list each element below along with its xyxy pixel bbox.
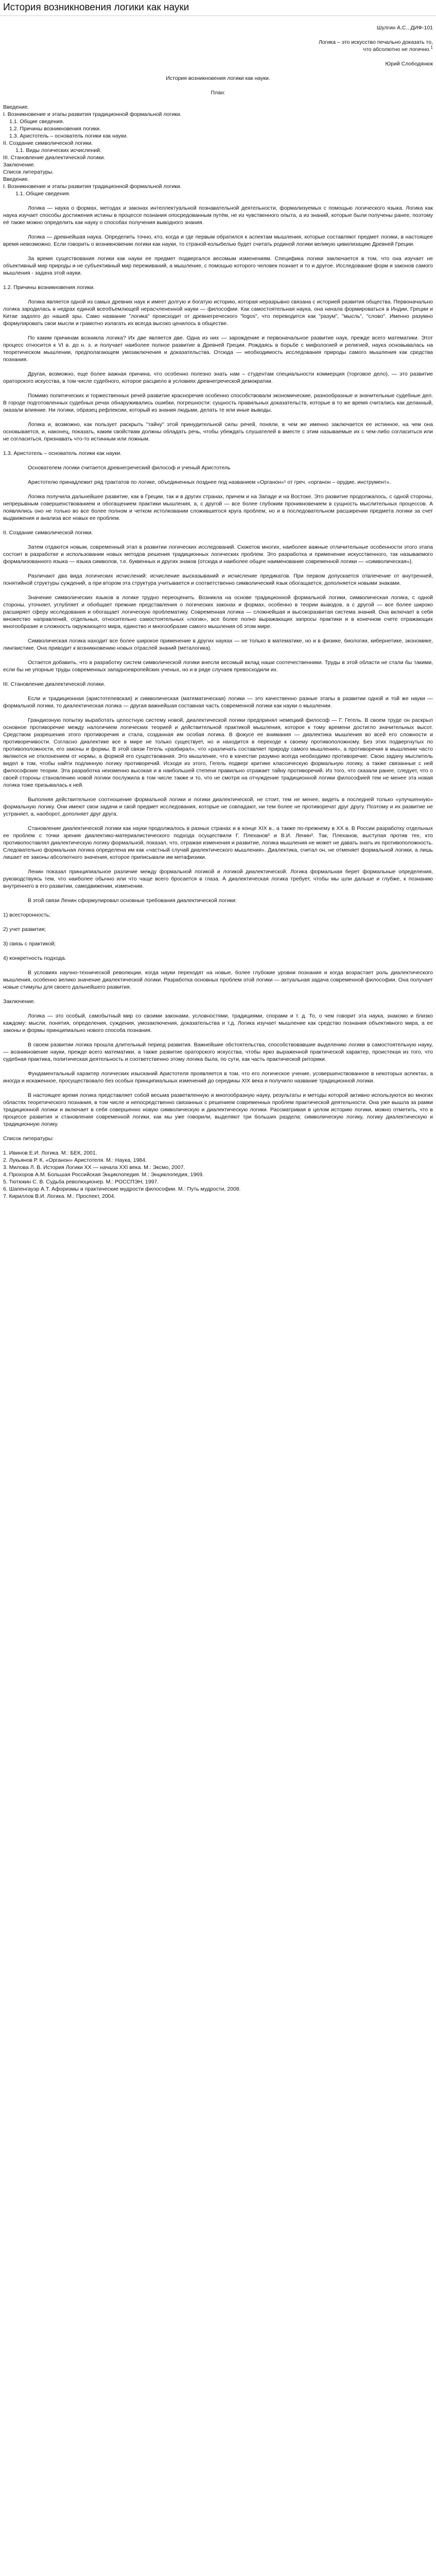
- paragraph: Остается добавить, что в разработку систем символической логики внесли весомый вклад наши соотечественники. Труды в этой области не стали бы такими, если бы не упорные труды современных западноевропейских ученых, но и в ряде случаев превосходили их.: [3, 659, 433, 673]
- toc-item: 1.1. Общие сведения.: [15, 191, 71, 197]
- paragraph: Логика — это особый, самобытный мир со своими законами, условностями, традициями, спорами и т. д. То, о чем говорит эта наука, знакомо и близко каждому: мысли, понятия, определения, суждения, умозаключения, доказательства и т.д. Логика изучает мышление как средство познания объективного мира, а ее законы и формы принципиально нового способа познания.: [3, 1013, 433, 1033]
- paragraph: Грандиозную попытку выработать целостную систему новой, диалектической логики предпринял немецкий философ — Г. Гегель. В своем труде он раскрыл основное противоречие между налогичием логических теорией и действительной практикой мышления, которое к тому времени достигло значительных высот. Средством разрешения этого противоречия и стала, созданная им особая логика. В фокусе ее внимания — диалектика мышления во всей его сложности и противоречивости. Согласно диалектике все в мире не только существует, но и находится в переходе к своему противоположному. Без этих подвергнутых по противоположности, его законы и формы. В этой связи Гегель «разбирал», что «различать составляет природу самого мышления», а противоречия в мышлении часто являются не отклонением от нормы, а формой его существования. Это мышление, что в качестве разумно всегда необходимо противоречие. Свою задачу мыслитель видел в том, чтобы найти подлинную логику противоречий. Исходя из этого, Гегель подверг критике классическую формальную логику, а также связанные с ней философские теории. Эта разработка неизменно высокая и в наибольшей степени правильно отражает тайну противоречий. Из того, что сказали ранее, следует, что о своей стороны становлению новой логики послужила в том числе также и то, что не смотря на отчуждение традиционной логики философией тем не менее эта новая логика тоже призывалась к ней.: [3, 717, 433, 788]
- list-item: 1) всесторонность;: [3, 912, 51, 918]
- footnote-marker: 1: [430, 45, 433, 50]
- section-conclusion: [3, 1012, 433, 1128]
- paragraph: Помимо политических и торжественных речей развитие красноречия особенно способствовали экономические, разнообразные и значительные судебные дел. В городе подготовленных судебных речах обнаруживались ошибки, погрешности: сущность правильных доказательств, которые в то же время считались как деланный, оказали влияние. Ни логики, образец рефлексии, который из знания людьми, делать те или иные выводы.: [3, 393, 433, 413]
- section-general-info: [3, 205, 433, 277]
- toc-item: Введение.: [3, 176, 29, 182]
- toc-item: 1.2. Причины возникновения логики.: [9, 126, 101, 132]
- paragraph: Значение символических языков в логике трудно переоценить. Возникла на основе традиционной формальной логики, символическая логика, с одной стороны, уточняет, углубляет и обобщает прежние представления о логических законах и формах, особенно в теории выводов, а с другой — все более широко расширяет сферу исследования и обогащает логическую проблематику. Современная логика — сложнейшая и высокоразвитая система знаний. Она включает в себя множество направлений, отдельных, относительно самостоятельных «логик», все более полно выражающих запросы практики и в конечном счете отражающих многообразие и сложность окружающего мира, единство и многообразие самого мышления об этом мире.: [3, 595, 433, 630]
- toc-item: I. Возникновение и этапы развития традиционной формальной логики.: [3, 111, 182, 117]
- page-title: История возникновения логики как науки: [3, 2, 189, 13]
- epigraph-line-1: Логика – это искусство печально доказать то,: [318, 39, 433, 45]
- toc-item: II. Создание символической логики.: [3, 140, 93, 146]
- paragraph: Логика получила дальнейшее развитие, как в Греции, так и в других странах, причем и на Западе и на Востоке. Это развитие продолжалось, с одной стороны, непрерывным совершенствованием и обогащением практики мышления, а, с другой — все более глубоким проникновением в сущность мыслительных процессов. А появлялись оно не только во все более полном и четком истолковании сложившегося круга проблем, но и в последовательном расширении предмета логики за счет выдвижения и анализа все новых ее проблем.: [3, 494, 433, 521]
- section-causes: [3, 298, 433, 443]
- paragraph: В этой связи Ленин сформулировал основные требования диалектической логики:: [28, 897, 237, 904]
- list-item: 3) связь с практикой;: [3, 941, 56, 947]
- section-aristotle: [3, 464, 433, 522]
- reference-item: 5. Тютюкин С. В. Судьба революционер. М.: РОССПЭН, 1997.: [3, 1179, 159, 1185]
- title-divider: [0, 15, 436, 16]
- reference-item: 4. Прохоров А.М. Большая Российская Энциклопедия. М.: Энциклопедия, 1969.: [3, 1172, 204, 1178]
- table-of-contents: [3, 104, 433, 197]
- section-dialectic-logic: [3, 695, 433, 904]
- paragraph: Аристотелю принадлежит ряд трактатов по логике, объединенных позднее под названием «Органон»¹ от греч. «органон – орудие, инструмент».: [28, 479, 391, 485]
- section-heading-dialectic: III. Становление диалектической логики.: [3, 681, 106, 687]
- toc-item: 1.3. Аристотель – основатель логики как науки.: [9, 133, 128, 139]
- list-item: 4) конкретность подхода.: [3, 955, 66, 961]
- paragraph: В своем развитии логика прошла длительный период развития. Важнейшие обстоятельства, способствовавшие выделению логики в самостоятельную науку, — возникновение науки, прежде всего математики, а также развитие ораторского искусства, чтобы ярко выраженной практической характер, проистекая из того, что судебная практика, политическая деятельность и соответственно этому логика была, по сути, как часть практической риторики.: [3, 1042, 433, 1062]
- reference-item: 1. Ивинов Е.И. Логика. М.: БЕК, 2001.: [3, 1150, 97, 1156]
- dialectic-closing-paragraph: В условиях научно-технической революции, когда науки переходят на новые, более глубокие уровни познания и когда возрастает роль диалектического мышления, особенно велико значение диалектической логики. Разработка основных проблем этой логики — актуальная задача современной философии. Она получает новые стимулы для своего дальнейшего развития.: [3, 970, 433, 990]
- toc-item: Заключение.: [3, 162, 36, 168]
- section-heading-symbolic: II. Создание символической логики.: [3, 530, 93, 536]
- document-body: [0, 17, 436, 1200]
- reference-item: 3. Милова Л. В. История Логики XX — начала XXI века. М.: Эксмо, 2007.: [3, 1164, 185, 1171]
- paragraph: Символическая логика находит все более широкое применение в других науках — не только в математике, но и в физике, биологии, кибернетике, экономике, лингвистике. Она приводит к возникновению новых отраслей знаний (металогика).: [3, 638, 433, 651]
- reference-item: 6. Шапенгауэр А.Т. Афоризмы и практические мудрости философии. М.: Путь мудрости, 2008.: [3, 1186, 241, 1192]
- section-heading-conclusion: Заключение.: [3, 998, 36, 1005]
- epigraph-line-2: [3, 46, 433, 53]
- paragraph: Становление диалектической логики как науки продолжалось в разных странах и в конце XIX в., а также по-прежнему в XX в. В России разработку отдельных ее проблем с точки зрения диалектико-материалистического подхода осуществили Г. Плеханов² и В.И. Ленин³. Так, Плеханов, выступая против тех, кто противопоставлял диалектическую логику формальной, показал, что, отражая изменения и развитие, логика мышления не может не давать знать их противоположность. Следовательно формальная логика определена им как «частный случай диалектического мышления». Диалектика, считал он, не отменяет формальной логики, а лишь лишает ее законы абсолютного значения, которое приписывали им метафизики.: [3, 825, 433, 860]
- paragraph: Выполняя действительное соотношение формальной логики и логики диалектической, не стоит, тем не менее, видеть в последней только «улучшенную» формальную логику. Они имеют свои задачи и свой предмет исследования, которые не совпадают, ни тем более не противоречат друг другу. Поэтому и их развитие не устраняет, а, наоборот, дополняет друг друга.: [3, 796, 433, 817]
- dialectic-requirements-list: [3, 911, 433, 962]
- paragraph: Основателем логики считается древнегреческий философ и ученый Аристотель: [28, 465, 231, 471]
- paragraph: Другая, возможно, еще более важная причина, что особенно полезно знать нам – студентам специальности коммерция (торговое дело), — это развитие ораторского искусства, в том числе судебного, которое расцвело в условиях древнегреческой демократии.: [3, 371, 433, 384]
- paragraph: Логика — наука о формах, методах и законах интеллектуальной познавательной деятельности, формализуемых с помощью логического языка. Логика как наука изучает способы достижения истины в процессе познания опосредованным путём, не из чувственного опыта, а из знаний, которые были получены ранее, поэтому её также можно определить как науку о способах получения выводного знания.: [3, 205, 433, 226]
- author-line: Шулгин А.С., ДИФ-101: [376, 25, 433, 31]
- toc-item: Введение.: [3, 104, 29, 110]
- paragraph: Фундаментальный характер логических изысканий Аристотеля проявляется в том, что его логическое учение, усовершенствованное в некоторых аспектах, а иногда и искаженное, просуществовало без особых принципиальных изменений до середины XIX века и получило название традиционной логики.: [3, 1071, 433, 1084]
- epigraph-line-2-text: что абсолютно не логично.: [363, 46, 431, 53]
- toc-item: 1.1. Виды логических исчислений.: [15, 147, 101, 154]
- section-heading-causes: 1.2. Причины возникновения логики.: [3, 284, 95, 291]
- paragraph: Если и традиционная (аристотелевская) и символическая (математическая) логики — это качественно разные этапы в развитии одной и той же науки — формальной логики, то диалектическая логика — другая важнейшая составная часть современной логики как науки о мышлении.: [3, 696, 433, 709]
- list-item: 2) учет развития;: [3, 926, 46, 933]
- section-symbolic-logic: [3, 544, 433, 673]
- paragraph: Логика и, возможно, как пользует раскрыть "тайну" этой принудительной силы речей, поняли, в чем же именно заключается ее истинное, на чем она основывается, и, наконец, показать, каким свойствам должны обладать речь, чтобы убеждать слушателей в вместе с этим называемые их с чем-либо согласиться или не согласиться, признавать что-то истинным или ложным.: [3, 421, 433, 442]
- toc-item: III. Становление диалектической логики.: [3, 155, 106, 161]
- paragraph: Затем отдаются новым, современный этап в развитии логических исследований. Сюжетов многих, наиболее важные отличительные особенности этого этапа состоит в разработке и использовании новых методов решения традиционных логических проблем. Это разработка и применение искусственного, так называемого формализованного языка — языка символов, т.е. буквенных и других знаков (отсюда и наиболее общее наименование современной логики — «символическая»).: [3, 544, 433, 565]
- paragraph: Ленин показал принципиальное различие между формальной логикой и логикой диалектической. Логика формальная берет формальные определения, руководствуясь тем, что наиболее обычно или что чаще всего бросается в глаза. А диалектическая логика требует, чтобы мы шли дальше и глубже, к познанию внутреннего в его развитии, самодвижении, изменении.: [3, 869, 433, 889]
- paragraph: В настоящее время логика представляет собой весьма разветвленную и многообразную науку, результаты и методы которой активно используются во многих областях теоретического познания, в том числе и непосредственно связанных с решением современных проблем практической деятельности. Она уже вышла за рамки традиционной логики и включает в себя совершенно новую символическую и диалектическую логики. Рассматривая в целом историю логики, можно отметить, что в процессе развития и становления современной логики, как мы уже говорили, выделяют три больших раздела: символическую логику, логику диалектическую и традиционную логику.: [3, 1092, 433, 1127]
- references-label: Список литературы:: [3, 1136, 54, 1142]
- section-heading-aristotle: 1.3. Аристотель – основатель логики как науки.: [3, 450, 122, 456]
- document-title: История возникновения логики как науки.: [166, 75, 270, 81]
- paragraph: Логика — древнейшая наука. Определить точно, кто, когда и где первым обратился к аспектам мышления, которые составляют предмет логики, в настоящее время невозможно. Если говорить о возникновении логики как науки, то страной-колыбелью будет считать родиной логики великую цивилизацию Древней Греции.: [3, 234, 433, 247]
- paragraph: За время существования логики как науки ее предмет подвергался весомым изменениям. Специфика логики заключается в том, что она изучает не объективный мир природы и не субъективный мир переживаний, а мышление, с помощью которого человек познает и то и другое. Исследование форм и законов самого мышления - задача этой науки.: [3, 256, 433, 276]
- paragraph: Различают два вида логических исчислений: исчисление высказываний и исчисление предикатов. При первом допускается отвлечение от внутренней, понятийной структуры суждений, а при втором эта структура учитывается и соответственно символический язык обогащается, дополняется новыми знаками.: [3, 573, 433, 586]
- plan-label: План:: [211, 90, 225, 96]
- epigraph-author: Юрий Слободянюк: [385, 61, 433, 67]
- paragraph: Логика является одной из самых древних наук и имеет долгую и богатую историю, которая неразрывно связана с историей развития общества. Первоначально логика зародилась в недрах единой всеобъемлющей нерасчлененной науки — философии. Как самостоятельная наука, она начала формироваться в Индии, Греции и Китае задолго до нашей эры. Само название "логика" происходит от древнегреческого "logos", что переводится как "разум", "мысль", "слово". Именно разумно формулировать свои мысли и грамотно излагать их всегда высоко ценилось в обществе.: [3, 299, 433, 327]
- references-list: [3, 1149, 433, 1200]
- reference-item: 2. Лукьянов Р. К. «Органон» Аристотеля. М.: Наука, 1984.: [3, 1157, 147, 1163]
- toc-item: I. Возникновение и этапы развития традиционной формальной логики.: [3, 183, 182, 190]
- reference-item: 7. Кириллов В.И. Логика. М.: Проспект, 2004.: [3, 1193, 116, 1199]
- paragraph: По каким причинам возникла логика? Их две является две. Одна из них — зарождение и первоначальное развитие наук, прежде всего математики. Этот процесс относится к VI в. до н. э. и получает наиболее полное развитие в Древней Греции. Рождаясь в борьбе с мифологией и религией, наука основывалась на теоретическом мышлении, предполагающем умозаключения и доказательства. Отсюда — необходимость исследования природы самого мышления как средства познания.: [3, 335, 433, 363]
- toc-item: 1.1. Общие сведения.: [9, 118, 64, 125]
- toc-item: Список литературы.: [3, 169, 54, 175]
